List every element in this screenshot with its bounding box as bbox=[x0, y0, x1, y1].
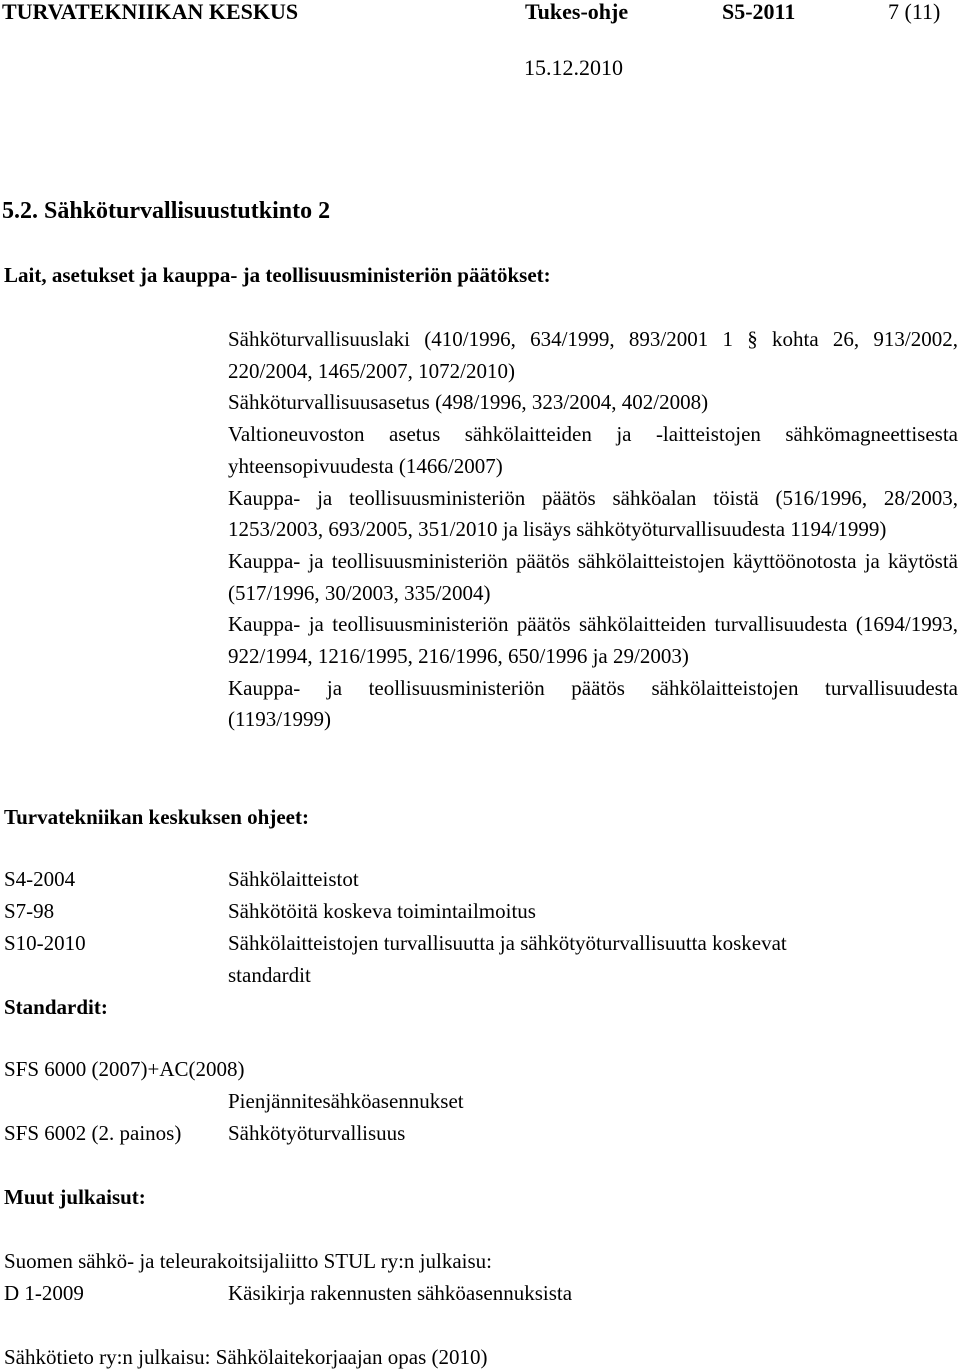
laws-list bbox=[228, 324, 958, 736]
law-item: Sähköturvallisuusasetus (498/1996, 323/2004, 402/2008) bbox=[228, 390, 709, 415]
standard-title: Sähkötyöturvallisuus bbox=[228, 1121, 406, 1145]
header-doc-type: Tukes-ohje bbox=[525, 0, 629, 24]
standard-title: Pienjännitesähköasennukset bbox=[228, 1089, 464, 1113]
publication-code: D 1-2009 bbox=[4, 1281, 84, 1305]
guide-title: Sähkölaitteistot bbox=[228, 867, 359, 891]
guide-code: S10-2010 bbox=[4, 931, 86, 955]
header-doc-id: S5-2011 bbox=[722, 0, 796, 24]
law-item: Kauppa- ja teollisuusministeriön päätös sähkölaitteistojen käyttöönotosta ja käytöstä (517/1996, 30/2003, 335/2004) bbox=[228, 548, 958, 605]
law-item: Kauppa- ja teollisuusministeriön päätös sähkölaitteistojen turvallisuudesta (1193/1999) bbox=[228, 675, 958, 732]
page-header bbox=[0, 0, 960, 30]
other-publications-heading: Muut julkaisut: bbox=[4, 1185, 146, 1209]
standards-heading: Standardit: bbox=[4, 995, 108, 1019]
header-page-number: 7 (11) bbox=[888, 0, 941, 24]
standard-code: SFS 6002 (2. painos) bbox=[4, 1121, 182, 1145]
section-title: 5.2. Sähköturvallisuustutkinto 2 bbox=[2, 198, 331, 224]
law-item: Sähköturvallisuuslaki (410/1996, 634/1999, 893/2001 1 § kohta 26, 913/2002, 220/2004, 1465/2007, 1072/2010) bbox=[228, 327, 958, 383]
stul-publisher-line: Suomen sähkö- ja teleurakoitsijaliitto STUL ry:n julkaisu: bbox=[4, 1249, 492, 1273]
sahkotieto-publication-line: Sähkötieto ry:n julkaisu: Sähkölaitekorjaajan opas (2010) bbox=[4, 1345, 488, 1369]
law-item: Kauppa- ja teollisuusministeriön päätös sähköalan töistä (516/1996, 28/2003, 1253/2003, 693/2005, 351/2010 ja lisäys sähkötyöturvallisuudesta 1194/1999) bbox=[228, 485, 958, 542]
law-item: Valtioneuvoston asetus sähkölaitteiden ja -laitteistojen sähkömagneettisesta yhteensopivuudesta (1466/2007) bbox=[228, 422, 958, 478]
header-date: 15.12.2010 bbox=[524, 55, 623, 80]
law-item: Kauppa- ja teollisuusministeriön päätös sähkölaitteiden turvallisuudesta (1694/1993, 922/1994, 1216/1995, 216/1996, 650/1996 ja 29/2003) bbox=[228, 612, 958, 669]
header-org: TURVATEKNIIKAN KESKUS bbox=[2, 0, 299, 24]
guide-title: Sähkötöitä koskeva toimintailmoitus bbox=[228, 899, 536, 923]
publication-title: Käsikirja rakennusten sähköasennuksista bbox=[228, 1281, 573, 1305]
guide-code: S7-98 bbox=[4, 899, 55, 923]
guide-title-continued: standardit bbox=[228, 963, 311, 987]
laws-heading: Lait, asetukset ja kauppa- ja teollisuusministeriön päätökset: bbox=[4, 263, 551, 287]
standard-code: SFS 6000 (2007)+AC(2008) bbox=[4, 1057, 245, 1081]
guide-title: Sähkölaitteistojen turvallisuutta ja sähkötyöturvallisuutta koskevat bbox=[228, 931, 787, 955]
guide-code: S4-2004 bbox=[4, 867, 76, 891]
guides-heading: Turvatekniikan keskuksen ohjeet: bbox=[4, 805, 309, 829]
